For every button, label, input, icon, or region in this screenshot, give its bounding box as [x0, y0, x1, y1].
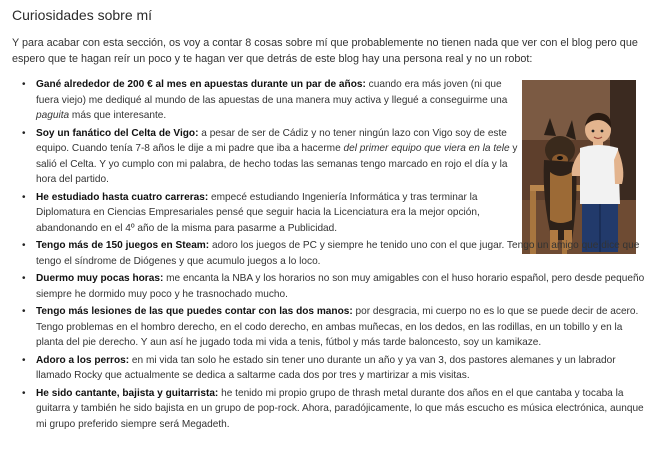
curiosities-list: [20, 77, 645, 434]
list-item: [20, 238, 646, 269]
item-text: adoro los juegos de PC y siempre he tenido uno con el que jugar. Tengo un amigo que dice que tengo el síndrome de Diógenes y que acumulo juegos a lo loco.: [36, 240, 640, 267]
item-heading: Adoro a los perros:: [36, 354, 130, 366]
list-item: [20, 77, 521, 124]
item-heading: Gané alrededor de 200 € al mes en apuestas durante un par de años:: [36, 79, 366, 90]
section-title: Curiosidades sobre mí: [12, 7, 153, 23]
bullet: •: [22, 273, 26, 284]
item-text-end: y salió el Celta. Y yo cumplo con mi palabra, de hecho todas las semanas tengo marcado en rojo el día y la hora del partido.: [36, 143, 518, 185]
list-item: [20, 304, 646, 351]
list-item: [20, 271, 646, 302]
list-item: [20, 353, 646, 384]
bullet: •: [22, 240, 26, 251]
item-text: cuando era más joven (ni que fuera viejo) me dediqué al mundo de las apuestas de una manera muy activa y llegué a conseguirme una: [36, 79, 508, 106]
bullet: •: [22, 306, 26, 317]
item-heading: Soy un fanático del Celta de Vigo:: [36, 127, 199, 139]
item-heading: He sido cantante, bajista y guitarrista:: [36, 387, 219, 399]
bullet: •: [22, 191, 26, 203]
item-heading: He estudiado hasta cuatro carreras:: [36, 191, 209, 203]
item-emphasis: del primer equipo que viera en la tele: [343, 143, 510, 154]
item-heading: Tengo más de 150 juegos en Steam:: [36, 240, 210, 251]
item-heading: Tengo más lesiones de las que puedes contar con las dos manos:: [36, 306, 353, 317]
bullet: •: [22, 127, 26, 139]
item-text: a pesar de ser de Cádiz y no tener ningún lazo con Vigo soy de este equipo. Cuando tenía 7-8 años le dije a mi padre que iba a hacerme: [36, 127, 507, 154]
bullet: •: [22, 354, 26, 366]
item-emphasis: paguita: [36, 110, 70, 121]
list-item: [20, 126, 521, 188]
item-text: me encanta la NBA y los horarios no son muy amigables con el huso horario español, pero desde pequeño siempre he dormido muy poco y he trasnochado mucho.: [36, 273, 645, 300]
intro-paragraph: Y para acabar con esta sección, os voy a contar 8 cosas sobre mí que probablemente no tienen nada que ver con el blog pero que espero que te hagan reír un poco y te hagan ver que detrás de este blog hay una persona real y no un robot:: [12, 37, 638, 65]
item-text: en mi vida tan solo he estado sin tener uno durante un año y ya van 3, dos pastores alemanes y un labrador llamado Rocky que actualmente se dedica a saltarme cada dos por tres y martirizar a mis visitas.: [36, 354, 616, 381]
bullet: •: [22, 387, 26, 399]
item-text: he tenido mi propio grupo de thrash metal durante dos años en el que cantaba y tocaba la guitarra y también he sido bajista en un grupo de pop-rock. Ahora, paradójicamente, lo que más escucho es música electrónica, aunque mi grupo preferido siempre será Megadeth.: [36, 387, 644, 430]
bullet: •: [22, 79, 26, 90]
item-heading: Duermo muy pocas horas:: [36, 273, 164, 284]
list-item: [20, 386, 646, 433]
list-item: [20, 190, 521, 237]
item-text-end: más que interesante.: [69, 110, 167, 121]
item-text: empecé estudiando Ingeniería Informática y tras terminar la Diplomatura en Ciencias Empresariales pensé que seguir hacia la Licenciatura era la mejor opción, abandonando en el 4º año de la misma para pasarme a Publicidad.: [36, 191, 480, 234]
item-text: por desgracia, mi cuerpo no es lo que se puede decir de acero. Tengo problemas en el hombro derecho, en el codo derecho, en ambas muñecas, en los dedos, en las rodillas, en un tobillo y en la planta del pie derecho. Y aun así he jugado toda mi vida a tenis, fútbol y más tarde baloncesto, soy un kamikaze.: [36, 306, 639, 348]
